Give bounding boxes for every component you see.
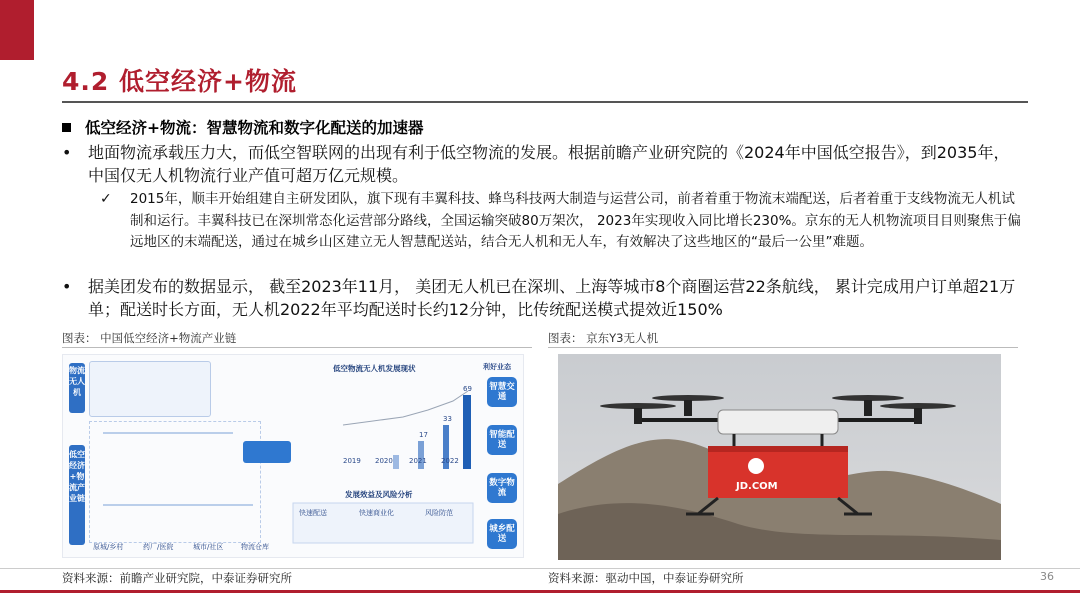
page-title: 4.2 低空经济+物流 [62, 67, 297, 96]
badge-smart-delivery: 智能配送 [487, 425, 517, 455]
square-bullet-icon [62, 123, 71, 132]
bottom-icon-label: 城市/社区 [193, 543, 224, 551]
source-left: 资料来源：前瞻产业研究院，中泰证券研究所 [62, 571, 292, 585]
bottom-accent-bar [0, 590, 1080, 593]
x-tick: 2022 [441, 457, 459, 465]
page-number: 36 [1040, 570, 1054, 583]
bottom-icon-label: 物流仓库 [241, 543, 269, 551]
chain-diagram-svg [63, 355, 523, 557]
benefit-label: 快速商业化 [359, 509, 394, 517]
value-label: 69 [463, 385, 472, 393]
chart-bar [463, 395, 471, 469]
figure-header: 低空物流无人机发展现状 [333, 364, 416, 373]
value-label: 17 [419, 431, 428, 439]
bullet-dot-icon: • [62, 143, 72, 162]
x-tick: 2021 [409, 457, 427, 465]
benefit-label: 快速配送 [299, 509, 327, 517]
footer-divider [0, 568, 1080, 569]
bullet-1-text: 地面物流承载压力大，而低空智联网的出现有利于低空物流的发展。根据前瞻产业研究院的《2024年中国低空报告》，到2035年，中国仅无人机物流行业产值可超万亿元规模。 [88, 143, 1010, 185]
section-heading [62, 116, 424, 138]
industry-chain-figure [62, 354, 524, 558]
side-top-label: 利好业态 [483, 363, 511, 371]
value-label: 33 [443, 415, 452, 423]
bullet-dot-icon: • [62, 277, 72, 296]
badge-digital-logistics: 数字物流 [487, 473, 517, 503]
source-right: 资料来源：驱动中国，中泰证券研究所 [548, 571, 744, 585]
bottom-icon-label: 原城/乡村 [93, 543, 124, 551]
figure-tag-side: 低空经济+物流产业链 [69, 445, 85, 545]
drone-brand-label: JD.COM [736, 481, 778, 492]
section-heading-text: 低空经济+物流：智慧物流和数字化配送的加速器 [85, 119, 424, 137]
drone-photo [558, 354, 1001, 560]
bullet-1 [62, 141, 1022, 187]
bullet-2-text: 据美团发布的数据显示， 截至2023年11月， 美团无人机已在深圳、上海等城市8个商圈运营22条航线， 累计完成用户订单超21万单；配送时长方面，无人机2022年平均配送时长约12分钟，比传统配送模式提效近150% [88, 277, 1016, 319]
caption-right: 图表： 京东Y3无人机 [548, 331, 658, 345]
caption-right-rule [548, 347, 1018, 348]
caption-left-rule [62, 347, 532, 348]
badge-urban-rural: 城乡配送 [487, 519, 517, 549]
x-tick: 2020 [375, 457, 393, 465]
x-tick: 2019 [343, 457, 361, 465]
bottom-icon-label: 药厂/医院 [143, 543, 174, 551]
chart-bar [393, 455, 399, 469]
sub-bullet [100, 189, 1022, 254]
checkmark-icon: ✓ [100, 191, 112, 207]
figure-tag-top: 物流无人机 [69, 363, 85, 413]
benefit-label: 风险防范 [425, 509, 453, 517]
bullet-2 [62, 275, 1022, 321]
caption-left: 图表： 中国低空经济+物流产业链 [62, 331, 237, 345]
sub-bullet-text: 2015年，顺丰开始组建自主研发团队，旗下现有丰翼科技、蜂鸟科技两大制造与运营公司，前者着重于物流末端配送，后者着重于支线物流无人机试制和运行。丰翼科技已在深圳常态化运营部分路线，全国运输突破80万架次， 2023年实现收入同比增长230%。京东的无人机物流项目目则聚焦于偏远地区的末端配送，通过在城乡山区建立无人智慧配送站，结合无人机和无人车，有效解决了这些地区的“最后一公里”难题。 [130, 191, 1021, 250]
corner-accent [0, 0, 34, 60]
drone-photo-svg [558, 354, 1001, 560]
figure-header-2: 发展效益及风险分析 [345, 490, 413, 499]
title-divider [62, 101, 1028, 103]
badge-smart-traffic: 智慧交通 [487, 377, 517, 407]
